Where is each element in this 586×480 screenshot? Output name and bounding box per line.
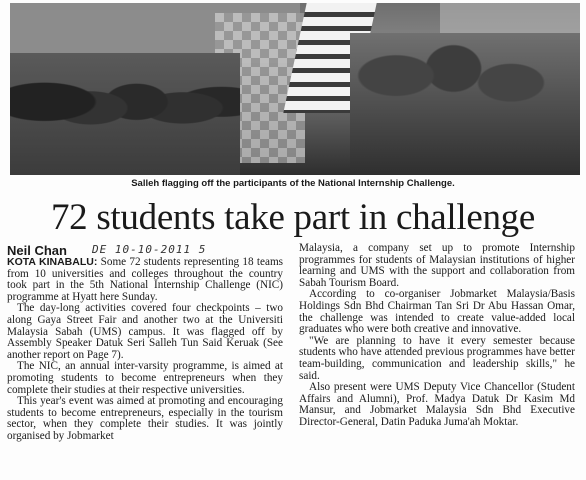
news-photo xyxy=(10,3,580,175)
photo-caption: Salleh flagging off the participants of the National Internship Challenge. xyxy=(131,178,455,189)
article-paragraph: According to co-organiser Jobmarket Malaysia/Basis Holdings Sdn Bhd Chairman Tan Sri Dr Abu Hassan Omar, the challenge was intended to create value-added local graduates who were both creative and innovative. xyxy=(299,288,575,336)
article-paragraph: Malaysia, a company set up to promote Internship programmes for students of Malaysian institutions of higher learning and UMS with the support and collaboration from Sabah Tourism Board. xyxy=(299,242,575,289)
article-column-right xyxy=(299,243,575,429)
article-paragraph: Also present were UMS Deputy Vice Chancellor (Student Affairs and Alumni), Prof. Madya Datuk Dr Kasim Md Mansur, and Jobmarket Malaysia Sdn Bhd Executive Director-General, Datin Paduka Juma'ah Moktar. xyxy=(299,381,575,428)
byline: Neil Chan xyxy=(7,243,67,258)
article-paragraph: The day-long activities covered four checkpoints – two along Gaya Street Fair and another two at the Universiti Malaysia Sabah (UMS) campus. It was flagged off by Assembly Speaker Datuk Seri Salleh Tun Said Keruak (See another report on Page 7). xyxy=(7,302,283,361)
article-paragraph: This year's event was aimed at promoting and encouraging students to become entrepreneurs, especially in the tourism sector, when they complete their studies. It was jointly organised by Jobmarket xyxy=(7,395,283,442)
article-column-left xyxy=(7,257,283,443)
dateline: KOTA KINABALU: xyxy=(7,256,98,268)
photo-officials-group xyxy=(350,33,580,175)
headline: 72 students take part in challenge xyxy=(50,197,535,238)
article-paragraph: The NIC, an annual inter-varsity programme, is aimed at promoting students to become entrepreneurs when they complete their studies at their respective universities. xyxy=(7,360,283,396)
handwritten-date: DE 10-10-2011 5 xyxy=(92,243,207,256)
photo-students-group xyxy=(10,53,240,175)
article-paragraph: "We are planning to have it every semester because students who have attended previous programmes have better team-building, communication and leadership skills," he said. xyxy=(299,334,575,382)
article-paragraph: KOTA KINABALU: Some 72 students representing 18 teams from 10 universities and colleges throughout the country took part in the 5th National Internship Challenge (NIC) programme at Hyatt here Sunday. xyxy=(7,256,284,303)
